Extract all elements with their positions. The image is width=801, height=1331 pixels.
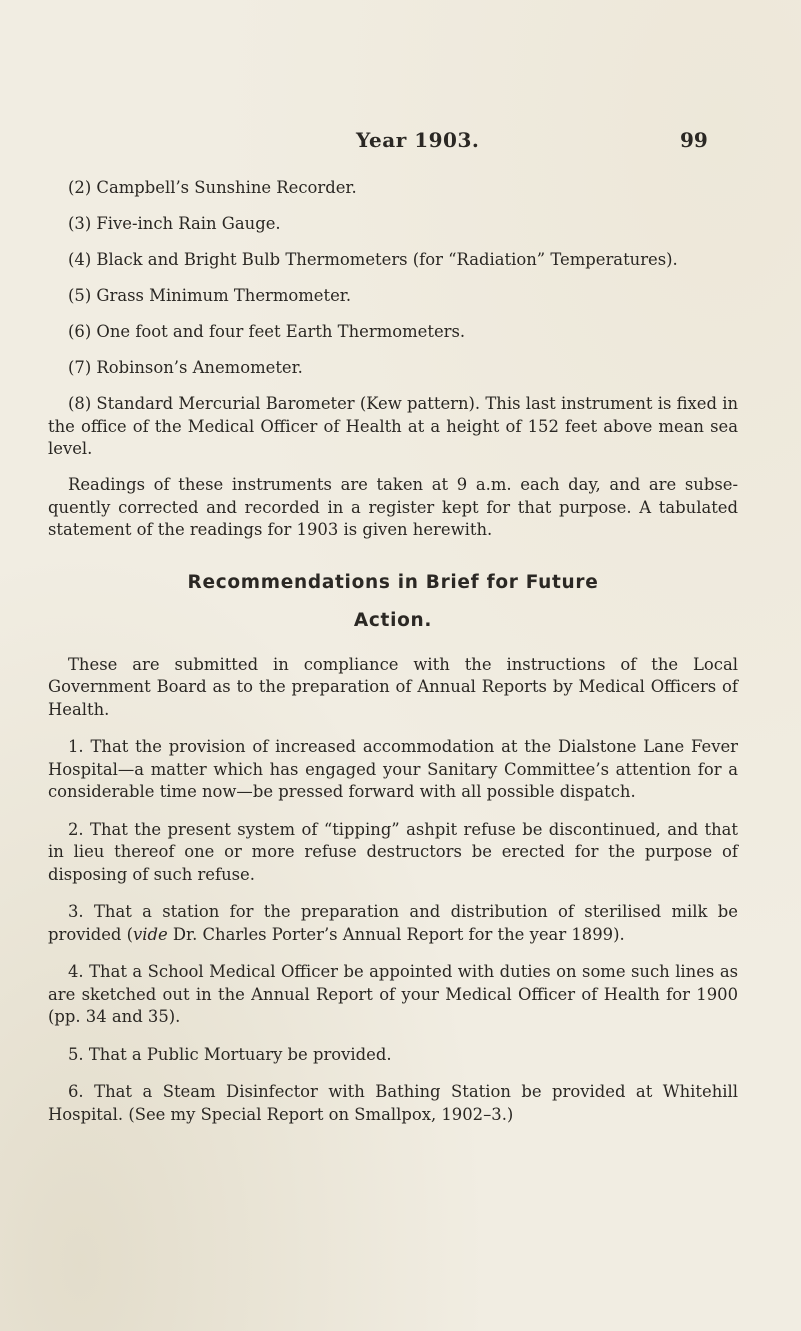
recommendation-item: 4. That a School Medical Officer be appointed with duties on some such lines as are sketched out in the Annual Report of your Medical Officer of Health for 1900 (pp. 34 and 35). <box>48 962 738 1026</box>
recommendation-text: 3. That a station for the preparation and distribution of sterilised milk be provided ( <box>48 902 738 944</box>
spacer <box>48 640 738 654</box>
section-heading-line: Recommendations in Brief for Future <box>187 571 599 593</box>
vide-reference: vide <box>133 924 168 944</box>
instrument-item: (5) Grass Minimum Thermometer. <box>68 286 352 305</box>
page-title: Year 1903. <box>356 128 480 152</box>
recommendation-item: 1. That the provision of increased accommodation at the Dialstone Lane Fever Hospital—a matter which has engaged your Sanitary Committee’s attention for a considerable time now—be pressed forward with all possible dispatch. <box>48 737 738 801</box>
instrument-item: (2) Campbell’s Sunshine Recorder. <box>68 178 357 197</box>
instrument-item: (7) Robinson’s Anemometer. <box>68 358 303 377</box>
page-number: 99 <box>680 128 708 152</box>
section-heading <box>48 564 738 640</box>
section-heading-line: Action. <box>353 609 433 631</box>
instrument-item: (4) Black and Bright Bulb Thermometers (for “Radiation” Temperatures). <box>68 250 678 269</box>
page-body <box>48 177 738 1141</box>
recommendation-item: 5. That a Public Mortuary be provided. <box>68 1044 392 1064</box>
readings-paragraph: Readings of these instruments are taken at 9 a.m. each day, and are subsequently corrected and recorded in a register kept for that purpose. A tabulated statement of the readings for 1903 is given herewith. <box>48 475 738 539</box>
recommendation-text: Dr. Charles Porter’s Annual Report for the year 1899). <box>167 924 625 944</box>
recommendation-item: 2. That the present system of “tipping” ashpit refuse be discontinued, and that in lieu thereof one or more refuse destructors be erected for the purpose of disposing of such refuse. <box>48 819 738 884</box>
instrument-item: (3) Five-inch Rain Gauge. <box>68 214 281 233</box>
instrument-item: (8) Standard Mercurial Barometer (Kew pattern). This last instrument is fixed in the office of the Medical Officer of Health at a height of 152 feet above mean sea level. <box>48 394 738 458</box>
page-header <box>0 128 801 158</box>
instrument-item: (6) One foot and four feet Earth Thermometers. <box>68 322 466 341</box>
recommendation-item: 6. That a Steam Disinfector with Bathing Station be provided at Whitehill Hospital. (See my Special Report on Smallpox, 1902–3.) <box>48 1082 738 1124</box>
recommendation-item <box>48 901 738 946</box>
intro-paragraph: These are submitted in compliance with the instructions of the Local Government Board as to the preparation of Annual Reports by Medical Officers of Health. <box>48 654 738 719</box>
